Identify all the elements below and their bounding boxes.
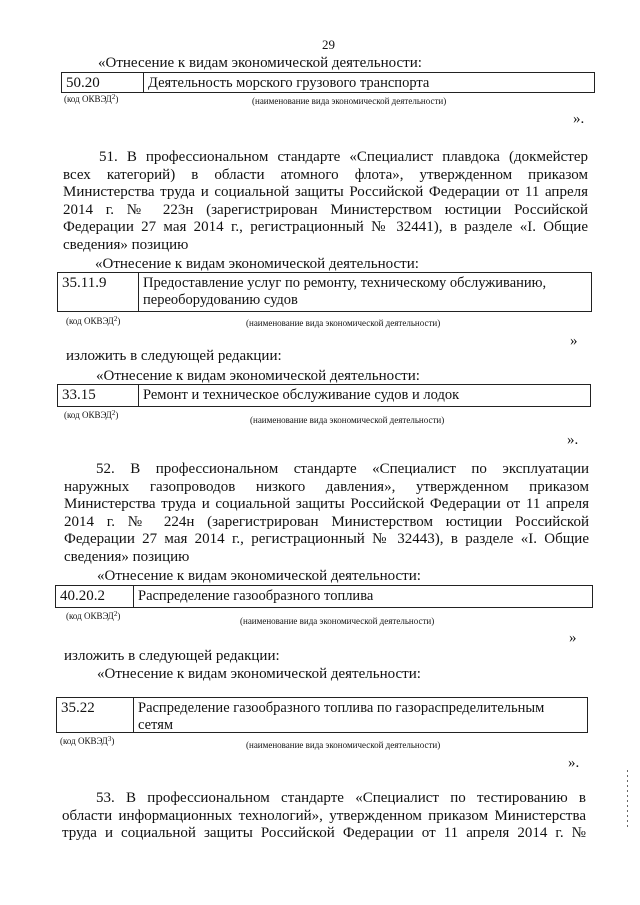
page-number: 29 bbox=[322, 37, 335, 52]
paragraph-line: сведения» позицию bbox=[63, 236, 189, 253]
paragraph-line: труда и социальной защиты Российской Федерации от 11 апреля 2014 г. № bbox=[62, 825, 586, 841]
okved-code: 40.20.2 bbox=[56, 586, 134, 607]
code-caption: (код ОКВЭД$^2$) bbox=[64, 409, 119, 420]
code-caption: (код ОКВЭД$^3$) bbox=[60, 735, 115, 746]
paragraph-line: Федерации 27 мая 2014 г., регистрационный № 32443), в разделе «I. Общие bbox=[64, 531, 589, 547]
paragraph-line: Министерства труда и социальной защиты Российской Федерации от 11 апреля bbox=[64, 496, 589, 512]
lead-in-5: «Отнесение к видам экономической деятельности: bbox=[97, 666, 421, 682]
closing-quote: ». bbox=[573, 111, 585, 127]
paragraph-line: 2014 г. № 223н (зарегистрирован Министерством юстиции Российской bbox=[63, 201, 588, 218]
name-caption: (наименование вида экономической деятельности) bbox=[246, 318, 441, 328]
lead-in-4: «Отнесение к видам экономической деятельности: bbox=[97, 568, 421, 584]
closing-quote: » bbox=[570, 333, 578, 349]
activity-name: Распределение газообразного топлива по газораспределительным сетям bbox=[138, 700, 545, 733]
okved-table-2 bbox=[57, 272, 592, 312]
paragraph-line: 52. В профессиональном стандарте «Специалист по эксплуатации bbox=[96, 461, 589, 477]
paragraph-line: 2014 г. № 224н (зарегистрирован Министерством юстиции Российской bbox=[64, 513, 589, 530]
paragraph-51 bbox=[63, 149, 588, 254]
paragraph-line: сведения» позицию bbox=[64, 548, 190, 565]
activity-name: Ремонт и техническое обслуживание судов и лодок bbox=[143, 387, 460, 403]
replace-instruction: изложить в следующей редакции: bbox=[64, 648, 280, 664]
paragraph-line: Министерства труда и социальной защиты Российской Федерации от 11 апреля bbox=[63, 184, 588, 200]
activity-name: Деятельность морского грузового транспорта bbox=[148, 75, 430, 91]
okved-code: 50.20 bbox=[62, 73, 144, 92]
paragraph-53 bbox=[62, 790, 586, 843]
okved-table-1 bbox=[61, 72, 595, 93]
code-caption: (код ОКВЭД$^2$) bbox=[64, 93, 119, 104]
okved-table-5 bbox=[56, 697, 588, 733]
activity-name: Предоставление услуг по ремонту, техническому обслуживанию, переоборудованию судов bbox=[143, 275, 547, 308]
paragraph-line: наружных газопроводов низкого давления», утвержденном приказом bbox=[64, 478, 589, 495]
code-caption: (код ОКВЭД$^2$) bbox=[66, 315, 121, 326]
paragraph-line: всех категорий) в области атомного флота», утвержденном приказом bbox=[63, 166, 588, 183]
lead-in-3: «Отнесение к видам экономической деятельности: bbox=[96, 368, 420, 384]
paragraph-line: Федерации 27 мая 2014 г., регистрационный № 32441), в разделе «I. Общие bbox=[63, 219, 588, 235]
okved-code: 35.11.9 bbox=[58, 273, 139, 311]
scan-margin-mark bbox=[627, 770, 628, 830]
closing-quote: ». bbox=[568, 755, 580, 771]
paragraph-52 bbox=[64, 461, 589, 566]
okved-table-4 bbox=[55, 585, 593, 608]
paragraph-line: 53. В профессиональном стандарте «Специалист по тестированию в bbox=[96, 790, 586, 806]
lead-in-2: «Отнесение к видам экономической деятельности: bbox=[95, 256, 419, 272]
okved-code: 33.15 bbox=[58, 385, 139, 406]
name-caption: (наименование вида экономической деятельности) bbox=[250, 415, 445, 425]
name-caption: (наименование вида экономической деятельности) bbox=[252, 96, 447, 106]
name-caption: (наименование вида экономической деятельности) bbox=[246, 740, 441, 750]
lead-in-1: «Отнесение к видам экономической деятельности: bbox=[98, 55, 422, 71]
name-caption: (наименование вида экономической деятельности) bbox=[240, 616, 435, 626]
activity-name: Распределение газообразного топлива bbox=[138, 588, 374, 604]
closing-quote: » bbox=[569, 630, 577, 646]
paragraph-line: 51. В профессиональном стандарте «Специалист плавдока (докмейстер bbox=[99, 149, 588, 165]
paragraph-line: области информационных технологий», утвержденном приказом Министерства bbox=[62, 807, 586, 824]
okved-table-3 bbox=[57, 384, 591, 407]
replace-instruction: изложить в следующей редакции: bbox=[66, 348, 282, 364]
code-caption: (код ОКВЭД$^2$) bbox=[66, 610, 121, 621]
closing-quote: ». bbox=[567, 432, 579, 448]
okved-code: 35.22 bbox=[57, 698, 134, 732]
